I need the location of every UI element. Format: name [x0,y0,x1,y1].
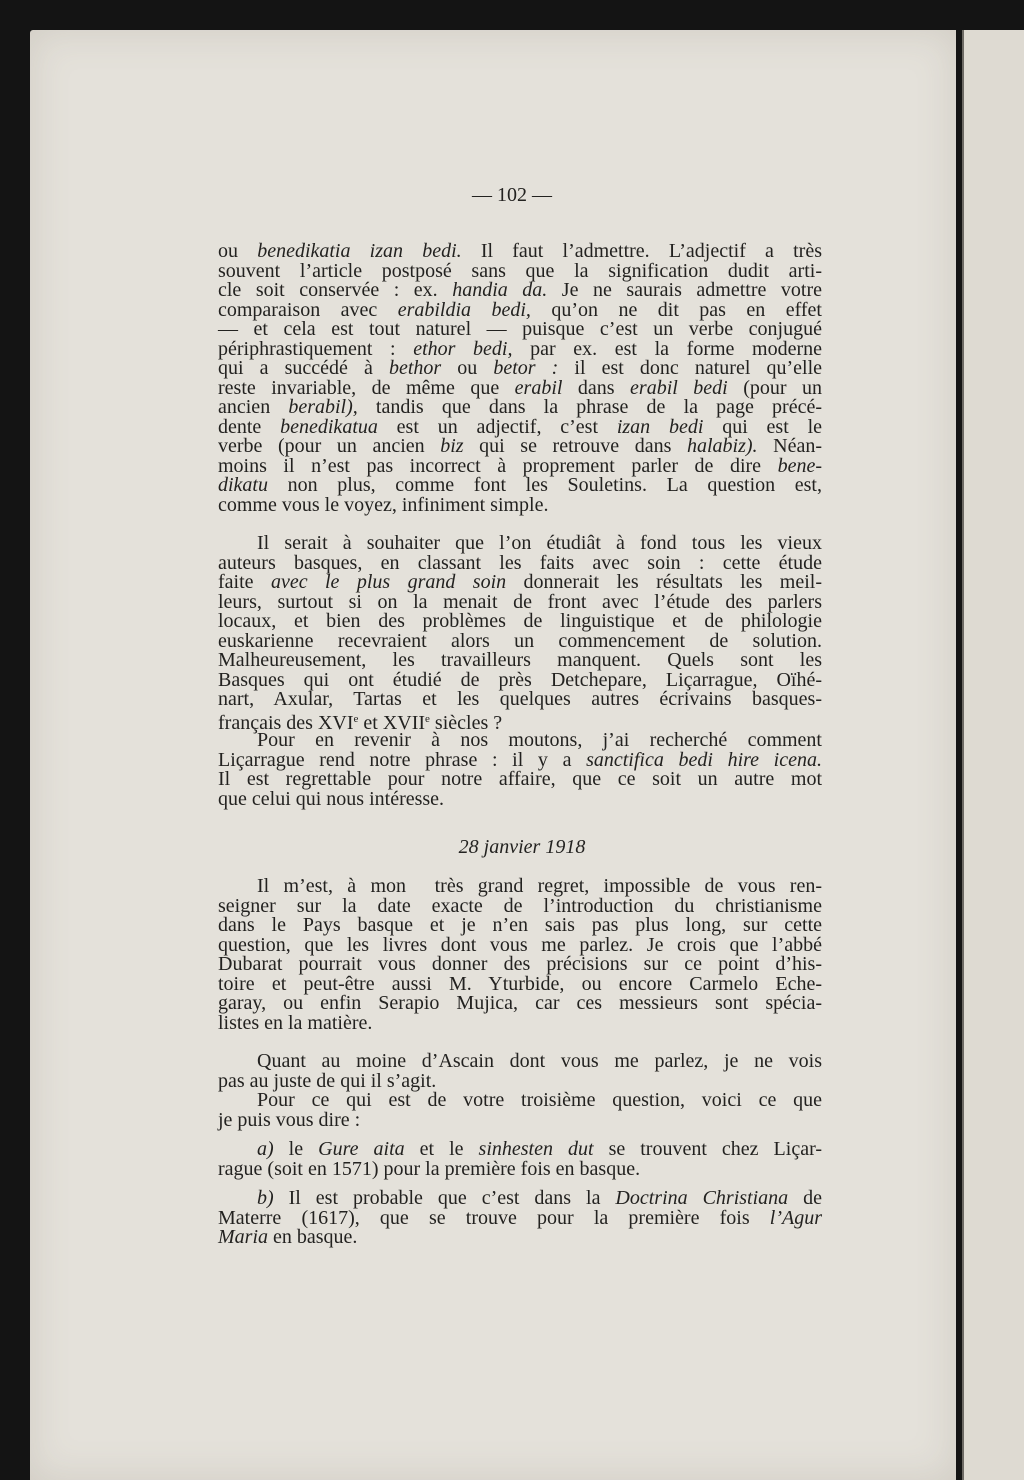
text-segment: ou [218,240,258,262]
italic-text: halabiz). [687,435,758,457]
text-segment: verbe (pour un ancien [218,435,441,457]
text-segment: est un adjectif, c’est [377,415,617,438]
italic-text: sinhesten dut [478,1138,594,1160]
text-segment: Il m’est, à mon très grand regret, impossible de vous ren- [257,875,822,897]
italic-text: b) [257,1187,274,1209]
italic-text: l’Agur [769,1206,822,1229]
text-segment: auteurs basques, en classant les faits avec soin : cette étude [218,551,822,574]
text-segment: tandis que dans la phrase de la page précé- [357,396,822,418]
text-segment: — et cela est tout naturel — puisque c’est un verbe conjugué [218,318,822,340]
italic-text: avec le plus grand soin [270,571,507,593]
italic-text: erabil bedi [630,376,728,399]
italic-text: benedikatua [280,415,378,438]
text-segment: ancien [218,396,289,418]
italic-text: dikatu [218,474,268,496]
text-segment: qui se retrouve dans [463,435,687,457]
text-segment: que celui qui nous intéresse. [218,787,445,810]
text-line [218,1157,822,1180]
italic-text: bethor [388,357,442,379]
italic-text: erabil [514,376,563,399]
text-segment: Pour ce qui est de votre troisième question, voici ce que [257,1089,822,1111]
text-segment: je puis vous dire : [218,1108,361,1131]
text-segment: Il faut l’admettre. L’adjectif a très [461,240,822,262]
text-segment: en basque. [268,1226,358,1248]
text-line [218,710,822,734]
superscript-text: e [353,712,359,725]
text-segment: pas au juste de qui il s’agit. [218,1069,437,1092]
text-segment: leurs, surtout si on la menait de front avec l’étude des parlers [218,590,822,613]
text-segment: Quant au moine d’Ascain dont vous me parlez, je ne vois [257,1050,822,1072]
letter-date-heading: 28 janvier 1918 [458,836,586,858]
text-segment: toire et peut-être aussi M. Yturbide, ou encore Carmelo Eche- [218,972,822,995]
italic-text: bene- [777,454,822,477]
text-segment: qui est le [703,415,822,438]
text-line [218,690,822,710]
italic-text: handia da. [452,279,548,301]
text-segment: Malheureusement, les travailleurs manquent. Quels sont les [218,649,822,671]
text-segment: Je ne saurais admettre votre [547,279,822,301]
text-segment: qui a succédé à [218,357,389,379]
text-segment: comparaison avec [218,298,398,321]
italic-text: sanctifica bedi hire icena. [586,748,822,771]
text-segment: moins il n’est pas incorrect à proprement parler de dire [218,454,778,477]
italic-text: ethor bedi, [413,337,513,360]
text-segment: et le [404,1138,479,1160]
text-line [218,1011,822,1034]
text-segment: Dubarat pourrait vous donner des précisions sur ce point d’his- [218,953,822,975]
italic-text: berabil), [288,396,358,418]
paragraph [218,731,822,809]
text-segment: (pour un [727,376,822,399]
text-segment: Liçarrague rend notre phrase : il y a [218,748,587,771]
text-segment: listes en la matière. [218,1011,373,1034]
text-segment: Néan- [757,435,822,457]
text-segment: question, que les livres dont vous me parlez. Je crois que l’abbé [218,933,822,956]
text-segment: cle soit conservée : ex. [218,279,453,301]
adjacent-page-edge [962,30,1024,1480]
italic-text: erabildia bedi, [397,298,531,321]
text-segment: siècles ? [429,711,503,734]
italic-text: izan bedi [616,415,704,438]
text-segment: Basques qui ont étudié de près Detchepare, Liçarrague, Oïhé- [218,668,822,691]
text-segment: euskarienne recevraient alors un commencement de solution. [218,629,822,652]
italic-text: Gure aita [318,1138,405,1160]
text-segment: nart, Axular, Tartas et les quelques autres écrivains basques- [218,688,822,710]
text-segment: garay, ou enfin Serapio Mujica, car ces messieurs sont spécia- [218,992,822,1014]
paragraph [218,877,822,1033]
text-segment: Materre (1617), que se trouve pour la première fois [218,1206,770,1229]
italic-text: Maria [218,1226,268,1248]
text-segment: par ex. est la forme moderne [512,337,823,360]
italic-text: a) [257,1138,274,1160]
text-segment: reste invariable, de même que [218,376,515,399]
paragraph [218,242,822,515]
text-segment: locaux, et bien des problèmes de linguistique et de philologie [218,610,822,632]
paragraph [218,1091,822,1130]
text-segment: souvent l’article postposé sans que la signification dudit arti- [218,259,822,282]
italic-text: biz [440,435,464,457]
text-line [218,493,822,516]
text-segment: et XVII [358,711,426,734]
text-segment: Il est regrettable pour notre affaire, que ce soit un autre mot [218,768,822,790]
text-segment: périphrastiquement : [218,337,414,360]
text-segment: dans le Pays basque et je n’en sais pas plus long, sur cette [218,914,822,936]
text-segment: rague (soit en 1571) pour la première fois en basque. [218,1157,641,1180]
text-segment: de [788,1187,822,1209]
superscript-text: e [425,712,430,725]
text-segment: Il est probable que c’est dans la [273,1187,616,1209]
text-segment: se trouvent chez Liçar- [593,1138,823,1160]
text-segment: qu’on ne dit pas en effet [530,298,822,321]
italic-text: Doctrina Christiana [615,1187,789,1209]
paragraph [218,1140,822,1179]
text-segment: donnerait les résultats les meil- [506,571,822,593]
paragraph [218,1189,822,1248]
text-segment: seigner sur la date exacte de l’introduction du christianisme [218,894,822,917]
text-line [218,1228,822,1248]
text-segment: ou [441,357,494,379]
text-segment: comme vous le voyez, infiniment simple. [218,493,549,516]
text-segment: français des XVI [218,711,354,734]
italic-text: betor : [493,357,559,379]
text-segment: dente [218,415,281,438]
paragraph [218,532,822,734]
text-segment: Il serait à souhaiter que l’on étudiât à fond tous les vieux [257,532,822,554]
text-segment: Pour en revenir à nos moutons, j’ai recherché comment [257,729,822,751]
italic-text: benedikatia izan bedi. [257,240,462,262]
paragraph [218,1052,822,1091]
text-segment: non plus, comme font les Souletins. La question est, [268,474,822,496]
text-line [218,1108,822,1131]
text-segment: faite [218,571,271,593]
text-segment: il est donc naturel qu’elle [558,357,822,379]
text-segment: le [273,1138,319,1160]
page-number: — 102 — [472,184,552,206]
text-segment: dans [562,376,631,399]
text-line [218,787,822,810]
